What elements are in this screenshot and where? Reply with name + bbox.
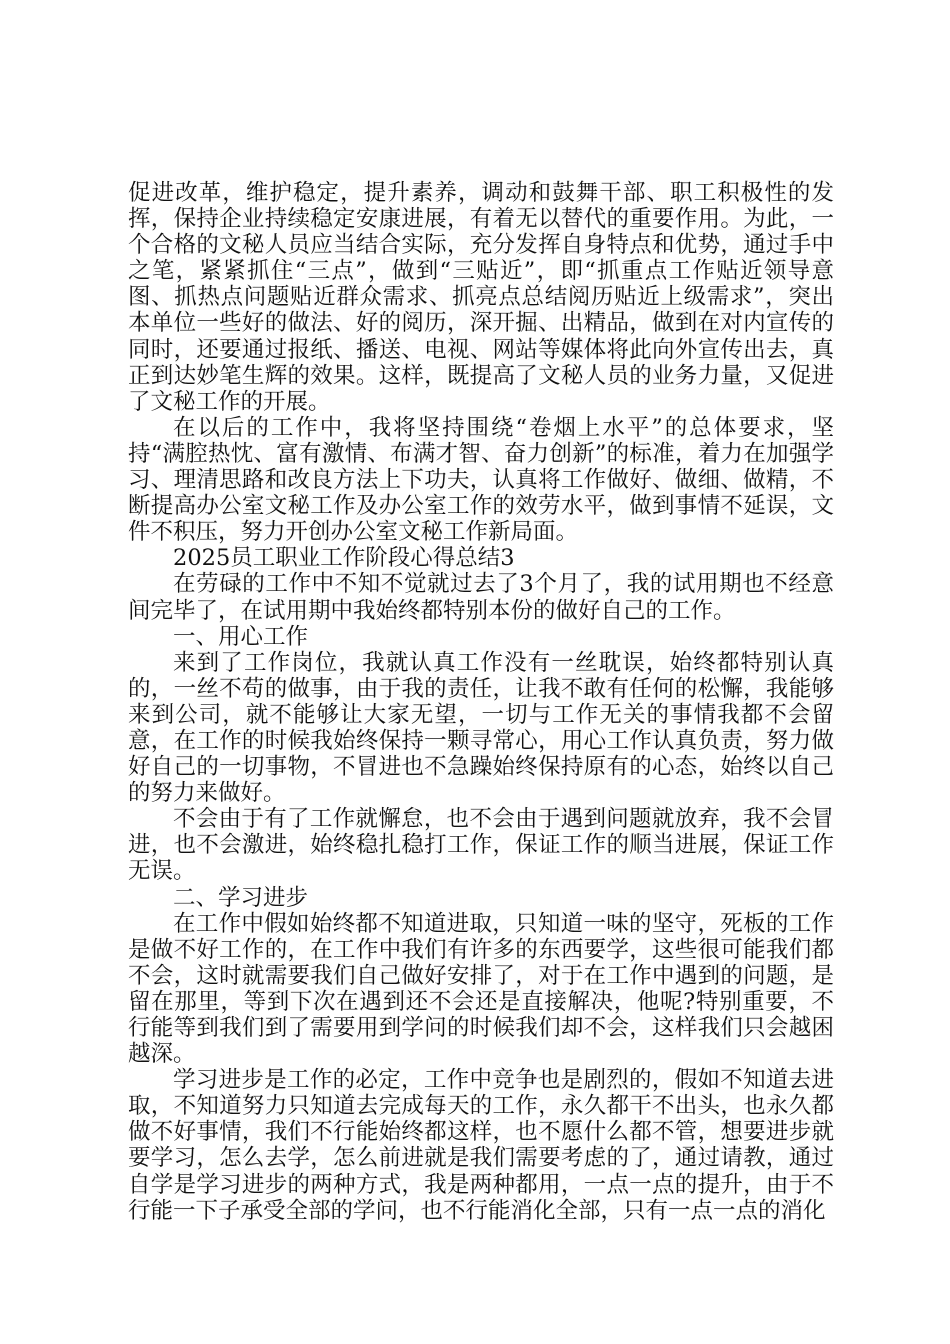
paragraph-6: 在工作中假如始终都不知道进取，只知道一味的坚守，死板的工作是做不好工作的，在工作中我们有许多的东西要学，这些很可能我们都不会，这时就需要我们自己做好安排了，对于在工作中遇到的问题，是留在那里，等到下次在遇到还不会还是直接解决，他呢?特别重要，不行能等到我们到了需要用到学问的时候我们却不会，这样我们只会越困越深。 bbox=[128, 910, 834, 1068]
document-body bbox=[128, 180, 834, 1224]
paragraph-3: 在劳碌的工作中不知不觉就过去了3个月了，我的试用期也不经意间完毕了，在试用期中我始终都特别本份的做好自己的工作。 bbox=[128, 571, 834, 624]
paragraph-1: 促进改革，维护稳定，提升素养，调动和鼓舞干部、职工积极性的发挥，保持企业持续稳定安康进展，有着无以替代的重要作用。为此，一个合格的文秘人员应当结合实际，充分发挥自身特点和优势，通过手中之笔，紧紧抓住“三点”，做到“三贴近”，即“抓重点工作贴近领导意图、抓热点问题贴近群众需求、抓亮点总结阅历贴近上级需求”，突出本单位一些好的做法、好的阅历，深开掘、出精品，做到在对内宣传的同时，还要通过报纸、播送、电视、网站等媒体将此向外宣传出去，真正到达妙笔生辉的效果。这样，既提高了文秘人员的业务力量，又促进了文秘工作的开展。 bbox=[128, 180, 834, 415]
paragraph-7: 学习进步是工作的必定，工作中竞争也是剧烈的，假如不知道去进取，不知道努力只知道去完成每天的工作，永久都干不出头，也永久都做不好事情，我们不行能始终都这样，也不愿什么都不管，想要进步就要学习，怎么去学，怎么前进就是我们需要考虑的了，通过请教，通过自学是学习进步的两种方式，我是两种都用，一点一点的提升，由于不行能一下子承受全部的学问，也不行能消化全部，只有一点一点的消化 bbox=[128, 1067, 834, 1224]
paragraph-4: 来到了工作岗位，我就认真工作没有一丝耽误，始终都特别认真的，一丝不苟的做事，由于我的责任，让我不敢有任何的松懈，我能够来到公司，就不能够让大家无望，一切与工作无关的事情我都不会留意，在工作的时候我始终保持一颗寻常心，用心工作认真负责，努力做好自己的一切事物，不冒进也不急躁始终保持原有的心态，始终以自己的努力来做好。 bbox=[128, 649, 834, 807]
heading-learn-progress: 二、学习进步 bbox=[173, 884, 309, 911]
paragraph-2: 在以后的工作中，我将坚持围绕“卷烟上水平”的总体要求，坚持“满腔热忱、富有激情、布满才智、奋力创新”的标准，着力在加强学习、理清思路和改良方法上下功夫，认真将工作做好、做细、做精，不断提高办公室文秘工作及办公室工作的效劳水平，做到事情不延误，文件不积压，努力开创办公室文秘工作新局面。 bbox=[128, 414, 834, 546]
paragraph-5: 不会由于有了工作就懈怠，也不会由于遇到问题就放弃，我不会冒进，也不会激进，始终稳扎稳打工作，保证工作的顺当进展，保证工作无误。 bbox=[128, 806, 834, 885]
heading-work-with-heart: 一、用心工作 bbox=[173, 623, 309, 650]
section-title: 2025员工职业工作阶段心得总结3 bbox=[173, 545, 515, 572]
